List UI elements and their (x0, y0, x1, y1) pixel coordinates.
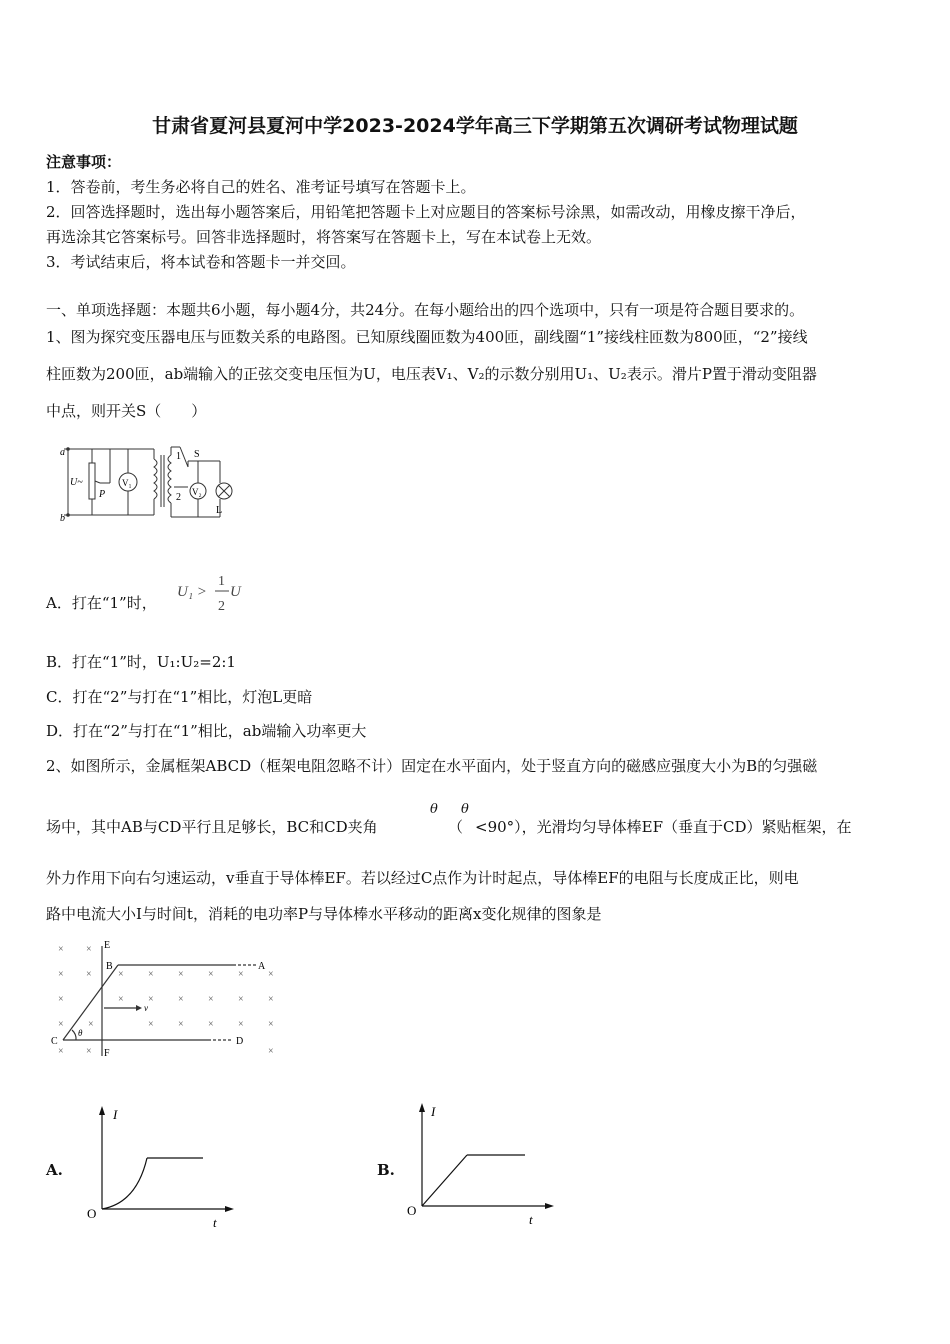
field-cross: × (86, 944, 92, 955)
transformer-circuit-figure (58, 437, 248, 522)
field-cross: × (58, 1019, 64, 1030)
label-c: C (51, 1036, 58, 1047)
field-cross: × (88, 1019, 94, 1030)
field-cross: × (208, 994, 214, 1005)
figure-label-a: a (60, 447, 65, 458)
label-f: F (104, 1048, 110, 1059)
question-1-text: 中点，则开关S（ ） (46, 402, 207, 420)
section-heading: 一、单项选择题：本题共6小题，每小题4分，共24分。在每小题给出的四个选项中，只有一项是符合题目要求的。 (46, 301, 805, 319)
option-b: B．打在“1”时，U₁:U₂=2:1 (46, 653, 236, 671)
figure-label-b: b (60, 513, 65, 524)
formula-numerator: 1 (218, 574, 225, 589)
notice-item: 再选涂其它答案标号。回答非选择题时，将答案写在答题卡上，写在本试卷上无效。 (46, 228, 602, 246)
question-2-text: 路中电流大小I与时间t，消耗的电功率P与导体棒水平移动的距离x变化规律的图象是 (46, 905, 602, 923)
field-cross: × (58, 944, 64, 955)
graph-b (405, 1100, 565, 1235)
notice-item: 3．考试结束后，将本试卷和答题卡一并交回。 (46, 253, 356, 271)
field-cross: × (86, 969, 92, 980)
label-a: A (258, 961, 266, 972)
notice-item: 1．答卷前，考生务必将自己的姓名、准考证号填写在答题卡上。 (46, 178, 476, 196)
label-d: D (236, 1036, 244, 1047)
figure-label-v2: V₂ (192, 487, 202, 497)
question-1-text: 1、图为探究变压器电压与匝数关系的电路图。已知原线圈匝数为400匝，副线圈“1”接线柱匝数为800匝，“2”接线 (46, 328, 808, 346)
graph-a-origin: O (87, 1206, 97, 1221)
graph-a-y-label: I (113, 1107, 118, 1122)
label-v: v (144, 1003, 148, 1013)
theta-symbol: θ (461, 802, 469, 817)
field-cross: × (118, 994, 124, 1005)
field-cross: × (148, 994, 154, 1005)
formula-denominator: 2 (218, 599, 225, 614)
field-cross: × (238, 994, 244, 1005)
field-cross: × (148, 1019, 154, 1030)
question-2-text: <90°），光滑均匀导体棒EF（垂直于CD）紧贴框架，在 (475, 818, 852, 836)
field-cross: × (86, 1046, 92, 1057)
graph-a-x-label: t (213, 1215, 217, 1230)
label-b: B (106, 961, 113, 972)
formula-rhs: U (230, 584, 241, 600)
page-title: 甘肃省夏河县夏河中学2023-2024学年高三下学期第五次调研考试物理试题 (152, 115, 798, 137)
field-cross: × (268, 969, 274, 980)
option-d: D．打在“2”与打在“1”相比，ab端输入功率更大 (46, 722, 367, 740)
field-cross: × (268, 1019, 274, 1030)
field-cross: × (208, 1019, 214, 1030)
field-cross: × (58, 994, 64, 1005)
field-cross: × (58, 969, 64, 980)
option-c: C．打在“2”与打在“1”相比，灯泡L更暗 (46, 688, 313, 706)
graph-b-origin: O (407, 1203, 417, 1218)
field-cross: × (178, 1019, 184, 1030)
field-cross: × (268, 1046, 274, 1057)
question-2-text: 外力作用下向右匀速运动，v垂直于导体棒EF。若以经过C点作为计时起点，导体棒EF的电阻与长度成正比，则电 (46, 869, 799, 887)
figure-label-s: S (194, 449, 200, 460)
figure-label-u: U~ (70, 477, 83, 488)
field-cross: × (58, 1046, 64, 1057)
figure-label-v1: V₁ (122, 478, 132, 488)
figure-label-2: 2 (176, 492, 181, 503)
option-a-formula (175, 570, 250, 618)
field-cross: × (268, 994, 274, 1005)
question-2-text: 场中，其中AB与CD平行且足够长，BC和CD夹角 (46, 818, 378, 836)
notice-item: 2．回答选择题时，选出每小题答案后，用铅笔把答题卡上对应题目的答案标号涂黑，如需改动，用橡皮擦干净后， (46, 203, 806, 221)
option-a-prefix: A．打在“1”时， (46, 594, 157, 612)
graph-option-a-label: A. (46, 1161, 63, 1179)
question-1-text: 柱匝数为200匝，ab端输入的正弦交变电压恒为U，电压表V₁、V₂的示数分别用U₁、U₂表示。滑片P置于滑动变阻器 (46, 365, 817, 383)
field-cross: × (118, 969, 124, 980)
field-cross: × (178, 969, 184, 980)
label-theta: θ (78, 1028, 83, 1038)
figure-label-p: P (99, 489, 106, 500)
magnetic-field-frame-figure (48, 938, 283, 1058)
field-cross: × (208, 969, 214, 980)
graph-option-b-label: B. (377, 1161, 395, 1179)
field-cross: × (178, 994, 184, 1005)
notice-heading: 注意事项： (46, 153, 122, 171)
graph-b-x-label: t (529, 1212, 533, 1227)
question-2-text: 2、如图所示，金属框架ABCD（框架电阻忽略不计）固定在水平面内，处于竖直方向的磁感应强度大小为B的匀强磁 (46, 757, 818, 775)
theta-symbol: θ (430, 802, 438, 817)
field-cross: × (148, 969, 154, 980)
graph-a (85, 1103, 245, 1238)
figure-label-l: L (216, 505, 223, 516)
formula-lhs: U₁ > (177, 584, 207, 600)
field-cross: × (238, 1019, 244, 1030)
label-e: E (104, 940, 111, 951)
field-cross: × (238, 969, 244, 980)
graph-b-y-label: I (431, 1104, 436, 1119)
figure-label-1: 1 (176, 451, 181, 462)
question-2-text: （ (448, 818, 464, 836)
